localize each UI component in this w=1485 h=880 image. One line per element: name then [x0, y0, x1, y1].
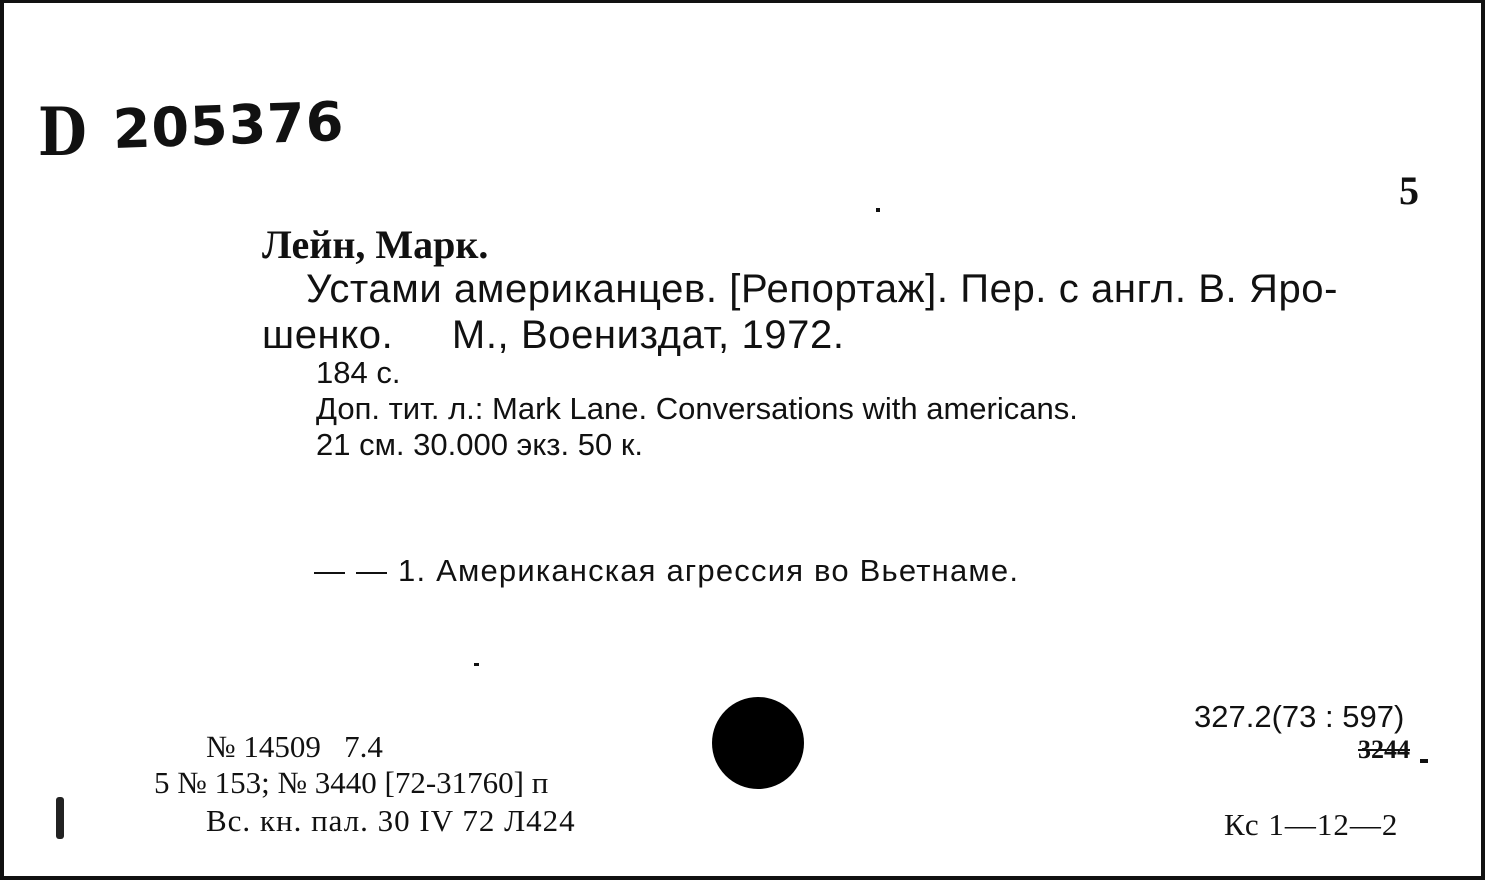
- inventory-stamp-number: 205376: [111, 89, 346, 161]
- title-line-2: шенко. М., Воениздат, 1972.: [262, 313, 845, 357]
- ink-speck: [1420, 759, 1428, 763]
- punch-hole: [712, 697, 804, 789]
- classification-code: 327.2(73 : 597): [1194, 699, 1405, 734]
- title-line-1: Устами американцев. [Репортаж]. Пер. с англ. В. Яро-: [306, 267, 1339, 311]
- ink-speck: [474, 663, 479, 666]
- publication-line-2: 5 № 153; № 3440 [72-31760] п: [154, 765, 549, 800]
- size-copies-price: 21 см. 30.000 экз. 50 к.: [316, 427, 643, 462]
- page-count: 184 с.: [316, 355, 401, 390]
- author-heading: Лейн, Марк.: [262, 222, 489, 267]
- additional-title: Доп. тит. л.: Mark Lane. Conversations with americans.: [316, 391, 1078, 426]
- inventory-stamp-letter: D: [38, 93, 87, 171]
- edition-code: Кс 1—12—2: [1224, 807, 1399, 842]
- subject-heading: — — 1. Американская агрессия во Вьетнаме.: [314, 553, 1020, 588]
- card-number: 5: [1399, 168, 1419, 213]
- publication-line-1: № 14509 7.4: [206, 729, 383, 764]
- author-mark: 3244: [1358, 735, 1410, 764]
- margin-mark: [56, 797, 64, 839]
- publication-line-3: Вс. кн. пал. 30 IV 72 Л424: [206, 803, 576, 838]
- ink-speck: [876, 208, 880, 212]
